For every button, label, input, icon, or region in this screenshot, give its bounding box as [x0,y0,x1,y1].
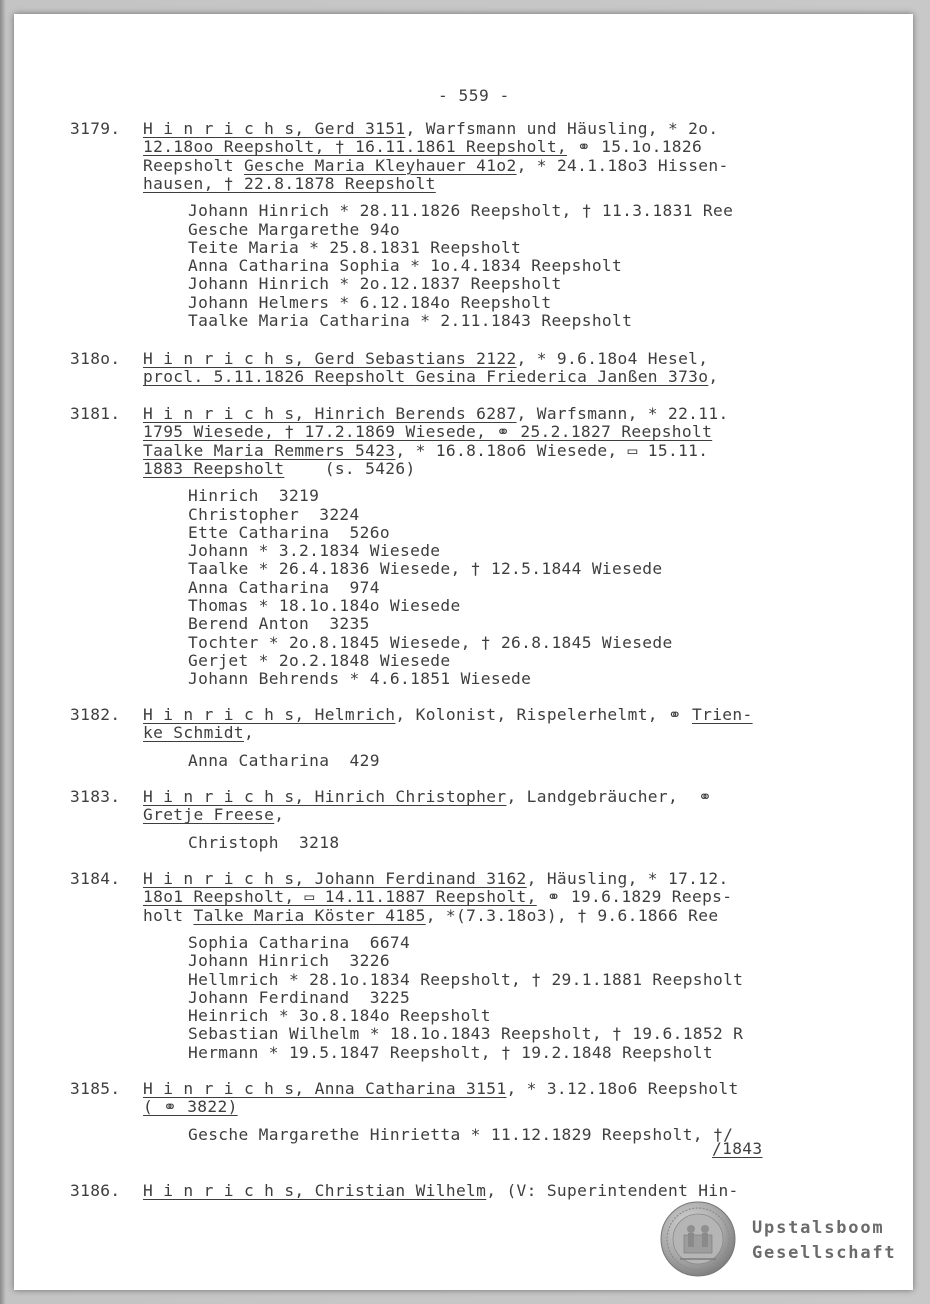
entry-line [143,1080,739,1098]
child-entry: Johann Ferdinand 3225 [188,987,411,1007]
entry-number: 3181. [70,404,121,423]
child-entry: Gerjet * 2o.2.1848 Wiesede [188,650,451,670]
child-entry: Anna Catharina Sophia * 1o.4.1834 Reepsholt [188,256,623,276]
entry-text: , [708,367,719,387]
underlined-text: H i n r i c h s, Hinrich Berends 6287 [143,404,517,423]
entry-line [143,788,712,806]
underlined-text: 1795 Wiesede, † 17.2.1869 Wiesede, ⚭ 25.2.1827 Reepsholt [143,422,713,442]
child-entry: Heinrich * 3o.8.184o Reepsholt [188,1006,491,1026]
child-entry: /1843 [712,1138,763,1158]
child-entry: Johann Hinrich * 2o.12.1837 Reepsholt [188,274,562,294]
child-entry: Tochter * 2o.8.1845 Wiesede, † 26.8.1845 Wiesede [188,632,673,652]
child-entry: Hermann * 19.5.1847 Reepsholt, † 19.2.1848 Reepsholt [188,1042,713,1062]
entry-text: , *(7.3.18o3), † 9.6.1866 Ree [425,905,719,925]
underlined-text: H i n r i c h s, Gerd 3151 [143,119,406,138]
child-entry: Sebastian Wilhelm * 18.1o.1843 Reepsholt, † 19.6.1852 R [188,1024,744,1044]
entry-number: 3179. [70,119,121,138]
child-entry: Taalke Maria Catharina * 2.11.1843 Reepsholt [188,311,633,330]
child-entry: Hinrich 3219 [188,486,320,506]
entry-text: , Landgebräucher, ⚭ [506,787,713,806]
entry-line [143,368,718,386]
child-entry: Teite Maria * 25.8.1831 Reepsholt [188,237,522,257]
underlined-text: H i n r i c h s, Johann Ferdinand 3162 [143,869,527,888]
entry-text: holt [143,905,194,925]
child-entry: Johann Hinrich 3226 [188,951,390,971]
underlined-text: Gretje Freese [143,805,275,825]
entry-line [143,442,708,460]
entry-number: 3183. [70,787,121,806]
entry-line [143,806,284,824]
child-entry: Berend Anton 3235 [188,614,370,634]
entry-line [143,175,436,193]
entry-text: , * 16.8.18o6 Wiesede, ▭ 15.11. [395,440,709,460]
entry-text: ⚭ 19.6.1829 Reeps- [536,887,733,907]
entry-text: , Häusling, * 17.12. [526,869,729,888]
entry-text: , (V: Superintendent Hin- [486,1181,739,1200]
entry-number: 3182. [70,705,121,724]
entry-text: , [243,723,255,743]
entry-number: 3185. [70,1079,121,1098]
child-entry: Christopher 3224 [188,504,360,524]
entry-text: , [274,805,285,825]
entry-text: ⚭ 15.1o.1826 [567,137,703,157]
child-entry: Johann * 3.2.1834 Wiesede [188,541,441,561]
underlined-text: H i n r i c h s, Hinrich Christopher [143,787,507,806]
entry-line [143,1098,238,1116]
entry-number: 3184. [70,869,121,888]
entry-line [143,888,732,906]
underlined-text: Taalke Maria Remmers 5423 [143,440,396,460]
watermark-title: Upstalsboom [752,1218,885,1238]
entry-line [143,870,729,888]
underlined-text: 1883 Reepsholt [143,458,285,478]
underlined-text: procl. 5.11.1826 Reepsholt [143,367,416,387]
entry-line [143,138,702,156]
entry-text: , Kolonist, Rispelerhelmt, ⚭ [395,705,692,724]
entry-line [143,724,254,742]
underlined-text: 12.18oo Reepsholt, † 16.11.1861 Reepsholt, [143,137,568,157]
entry-number: 3186. [70,1181,121,1200]
watermark-subtitle: Gesellschaft [752,1243,897,1263]
child-entry: Sophia Catharina 6674 [188,932,411,952]
underlined-text: hausen, † 22.8.1878 Reepsholt [143,173,436,193]
child-entry: Ette Catharina 526o [188,522,390,542]
child-entry: Hellmrich * 28.1o.1834 Reepsholt, † 29.1.1881 Reepsholt [188,969,744,989]
child-entry: Taalke * 26.4.1836 Wiesede, † 12.5.1844 Wiesede [188,559,663,579]
entry-line [143,350,708,368]
entry-line [143,460,416,478]
entry-line [143,120,718,138]
child-entry: Gesche Margarethe Hinrietta * 11.12.1829 Reepsholt, †/ [188,1124,734,1144]
child-entry: Johann Helmers * 6.12.184o Reepsholt [188,292,552,312]
underlined-text: H i n r i c h s, Helmrich [143,705,396,724]
child-entry: Johann Behrends * 4.6.1851 Wiesede [188,669,532,689]
entry-text: , * 9.6.18o4 Hesel, [516,349,709,368]
child-entry: Gesche Margarethe 94o [188,219,401,239]
entry-text: , * 3.12.18o6 Reepsholt [506,1079,739,1098]
underlined-text: 18o1 Reepsholt, ▭ 14.11.1887 Reepsholt, [143,887,537,907]
underlined-text: H i n r i c h s, Gerd Sebastians 2122 [143,349,517,368]
entry-text: , Warfsmann, * 22.11. [516,404,729,423]
entry-line [143,405,729,423]
underlined-text: ke Schmidt [143,723,244,743]
entry-line [143,706,753,724]
underlined-text: H i n r i c h s, Christian Wilhelm [143,1181,487,1200]
underlined-text: ( ⚭ 3822) [143,1097,238,1117]
entry-line [143,423,712,441]
child-entry: Johann Hinrich * 28.11.1826 Reepsholt, † 11.3.1831 Ree [188,201,734,221]
entry-number: 318o. [70,349,121,368]
underlined-text: Talke Maria Köster 4185 [193,905,426,925]
entry-text: Reepsholt [143,155,244,175]
underlined-text: Gesche Maria Kleyhauer 41o2 [243,155,517,175]
underlined-text: Gesina Friederica Janßen 373o [415,367,709,387]
page-number: - 559 - [438,86,510,105]
entry-text: , * 24.1.18o3 Hissen- [516,155,729,175]
entry-line [143,907,718,925]
entry-line [143,1182,739,1200]
child-entry: Anna Catharina 429 [188,750,380,770]
entry-line [143,157,729,175]
underlined-text: H i n r i c h s, Anna Catharina 3151 [143,1079,507,1098]
child-entry: Anna Catharina 974 [188,577,380,597]
child-entry: Christoph 3218 [188,832,340,852]
underlined-text: Trien- [692,705,753,724]
entry-text: , Warfsmann und Häusling, * 2o. [405,119,719,138]
child-entry: Thomas * 18.1o.184o Wiesede [188,596,461,615]
entry-text: (s. 5426) [284,458,416,478]
upstalsboom-seal-icon [660,1201,736,1277]
